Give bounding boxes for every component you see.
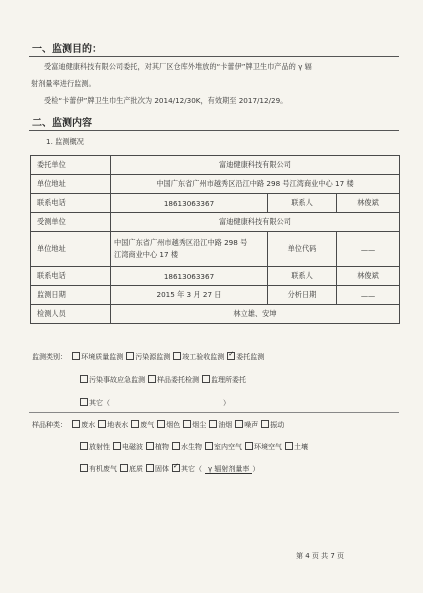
page-number: 第 4 页 共 7 页 [296, 552, 345, 560]
checkbox-icon[interactable] [113, 442, 121, 450]
address2-line2: 江湾商业中心 17 楼 [114, 250, 179, 259]
checkbox-option[interactable] [183, 420, 206, 430]
checkbox-label: 烟色 [166, 421, 181, 429]
samples-row-2 [80, 442, 311, 452]
table-row [31, 286, 400, 305]
checkbox-label: 电磁波 [122, 443, 143, 451]
analysis-label: 分析日期 [268, 286, 337, 305]
batch-paragraph: 受检“卡蕾伊”牌卫生巾生产批次为 2014/12/30K，有效期至 2017/12/29。 [44, 96, 288, 105]
checkbox-option[interactable] [131, 420, 154, 430]
contact2-label: 联系人 [268, 267, 337, 286]
samples-options-1 [72, 421, 287, 429]
checkbox-option[interactable] [120, 464, 143, 474]
section-content-title: 二、监测内容 [32, 118, 92, 129]
checkbox-icon[interactable] [98, 420, 106, 428]
contact-value: 林俊斌 [337, 194, 400, 213]
checkbox-option[interactable] [146, 464, 169, 474]
table-row [31, 175, 400, 194]
samples-other-fill: γ 辐射剂量率 [205, 465, 252, 474]
monitoring-options-1 [72, 353, 267, 361]
monitoring-label: 监测类别： [32, 353, 67, 361]
checkbox-label: 植物 [155, 443, 169, 451]
checkbox-option[interactable] [227, 352, 264, 362]
checkbox-option[interactable] [80, 464, 117, 474]
checkbox-label: 废水 [81, 421, 96, 429]
checkbox-label: 竣工验收监测 [182, 353, 225, 361]
checkbox-label: 土壤 [294, 443, 308, 451]
client-label: 委托单位 [31, 156, 111, 175]
checkbox-icon[interactable] [72, 420, 80, 428]
address2-label: 单位地址 [31, 232, 111, 267]
checked-box-icon[interactable] [227, 352, 235, 360]
unit-code-value: —— [337, 232, 400, 267]
checkbox-icon[interactable] [146, 442, 154, 450]
table-row [31, 156, 400, 175]
checkbox-icon[interactable] [131, 420, 139, 428]
monitoring-row-2 [80, 375, 249, 385]
checkbox-option[interactable] [157, 420, 180, 430]
checkbox-icon[interactable] [120, 464, 128, 472]
monitoring-row-1 [32, 352, 267, 362]
checkbox-label: 固体 [155, 465, 169, 473]
checkbox-icon[interactable] [80, 398, 88, 406]
checkbox-icon[interactable] [202, 375, 210, 383]
checkbox-icon[interactable] [183, 420, 191, 428]
checkbox-label: 室内空气 [214, 443, 242, 451]
checkbox-icon[interactable] [173, 352, 181, 360]
date-value: 2015 年 3 月 27 日 [111, 286, 268, 305]
checkbox-label: 振动 [270, 421, 285, 429]
section-purpose-title: 一、监测目的： [32, 44, 102, 55]
overview-table [30, 155, 400, 324]
checkbox-label: 其它（ [89, 399, 110, 407]
checkbox-option[interactable] [80, 442, 110, 452]
checkbox-option[interactable] [126, 352, 170, 362]
checkbox-label: 底质 [129, 465, 143, 473]
table-row [31, 232, 400, 267]
samples-row-1 [32, 420, 287, 430]
checkbox-icon[interactable] [146, 464, 154, 472]
checkbox-icon[interactable] [285, 442, 293, 450]
checkbox-icon[interactable] [126, 352, 134, 360]
client-value: 富迪健康科技有限公司 [111, 156, 400, 175]
checkbox-label: 噪声 [244, 421, 259, 429]
checkbox-label: 地表水 [107, 421, 129, 429]
checkbox-option[interactable] [209, 420, 232, 430]
checkbox-label: 环境质量监测 [81, 353, 124, 361]
checkbox-icon[interactable] [245, 442, 253, 450]
divider [29, 130, 399, 131]
phone2-label: 联系电话 [31, 267, 111, 286]
phone-label: 联系电话 [31, 194, 111, 213]
address2-line1: 中国广东省广州市越秀区沿江中路 298 号 [114, 238, 248, 247]
table-row [31, 194, 400, 213]
checkbox-option[interactable] [72, 420, 95, 430]
checkbox-label: 废气 [140, 421, 155, 429]
phone2-value: 18613063367 [111, 267, 268, 286]
divider [29, 412, 399, 413]
staff-label: 检测人员 [31, 305, 111, 324]
purpose-paragraph-line2: 射剂量率进行监测。 [31, 79, 96, 88]
address2-value [111, 232, 268, 267]
inspected-label: 受测单位 [31, 213, 111, 232]
checkbox-option[interactable] [80, 375, 145, 385]
monitoring-options-3 [80, 399, 113, 407]
table-row [31, 267, 400, 286]
checkbox-icon[interactable] [205, 442, 213, 450]
checked-box-icon[interactable] [172, 464, 180, 472]
checkbox-label: 污染源监测 [135, 353, 171, 361]
checkbox-option[interactable] [113, 442, 143, 452]
checkbox-label: 放射性 [89, 443, 110, 451]
purpose-paragraph-line1: 受富迪健康科技有限公司委托，对其厂区仓库外堆放的“卡蕾伊”牌卫生巾产品的 γ 辐 [44, 62, 312, 71]
checkbox-label: 污染事故应急监测 [89, 376, 145, 384]
samples-options-3 [80, 465, 205, 473]
inspected-value: 富迪健康科技有限公司 [111, 213, 400, 232]
address-label: 单位地址 [31, 175, 111, 194]
subsection-overview: 1. 监测概况 [46, 137, 84, 146]
checkbox-icon[interactable] [80, 375, 88, 383]
checkbox-label: 烟尘 [192, 421, 207, 429]
contact-label: 联系人 [268, 194, 337, 213]
checkbox-icon[interactable] [172, 442, 180, 450]
checkbox-icon[interactable] [148, 375, 156, 383]
monitoring-other-close: ） [223, 399, 230, 407]
checkbox-option[interactable] [202, 375, 246, 385]
checkbox-option[interactable] [285, 442, 308, 452]
checkbox-label: 其它（ [181, 465, 202, 473]
checkbox-label: 委托监测 [236, 353, 265, 361]
checkbox-option[interactable] [80, 398, 110, 408]
checkbox-label: 水生物 [181, 443, 202, 451]
address-value: 中国广东省广州市越秀区沿江中路 298 号江湾商业中心 17 楼 [111, 175, 400, 194]
samples-label: 样品种类： [32, 421, 67, 429]
checkbox-label: 有机废气 [89, 465, 117, 473]
staff-value: 林立雄、安坤 [111, 305, 400, 324]
checkbox-label: 环境空气 [254, 443, 282, 451]
checkbox-option[interactable] [172, 464, 202, 474]
checkbox-option[interactable] [205, 442, 242, 452]
contact2-value: 林俊斌 [337, 267, 400, 286]
checkbox-icon[interactable] [209, 420, 217, 428]
monitoring-row-3 [80, 398, 230, 408]
checkbox-option[interactable] [148, 375, 199, 385]
checkbox-option[interactable] [172, 442, 202, 452]
samples-other-close: ） [252, 465, 260, 473]
unit-code-label: 单位代码 [268, 232, 337, 267]
checkbox-option[interactable] [98, 420, 128, 430]
divider [29, 56, 399, 57]
checkbox-icon[interactable] [261, 420, 269, 428]
checkbox-option[interactable] [146, 442, 169, 452]
checkbox-icon[interactable] [157, 420, 165, 428]
analysis-value: —— [337, 286, 400, 305]
date-label: 监测日期 [31, 286, 111, 305]
checkbox-option[interactable] [245, 442, 282, 452]
checkbox-label: 样品委托检测 [157, 376, 199, 384]
checkbox-option[interactable] [72, 352, 123, 362]
table-row [31, 305, 400, 324]
checkbox-option[interactable] [235, 420, 258, 430]
checkbox-option[interactable] [173, 352, 224, 362]
checkbox-icon[interactable] [235, 420, 243, 428]
checkbox-icon[interactable] [72, 352, 80, 360]
samples-row-3 [80, 464, 259, 474]
checkbox-icon[interactable] [80, 464, 88, 472]
phone-value: 18613063367 [111, 194, 268, 213]
checkbox-icon[interactable] [80, 442, 88, 450]
table-row [31, 213, 400, 232]
checkbox-label: 监理所委托 [211, 376, 246, 384]
checkbox-label: 油烟 [218, 421, 233, 429]
checkbox-option[interactable] [261, 420, 284, 430]
